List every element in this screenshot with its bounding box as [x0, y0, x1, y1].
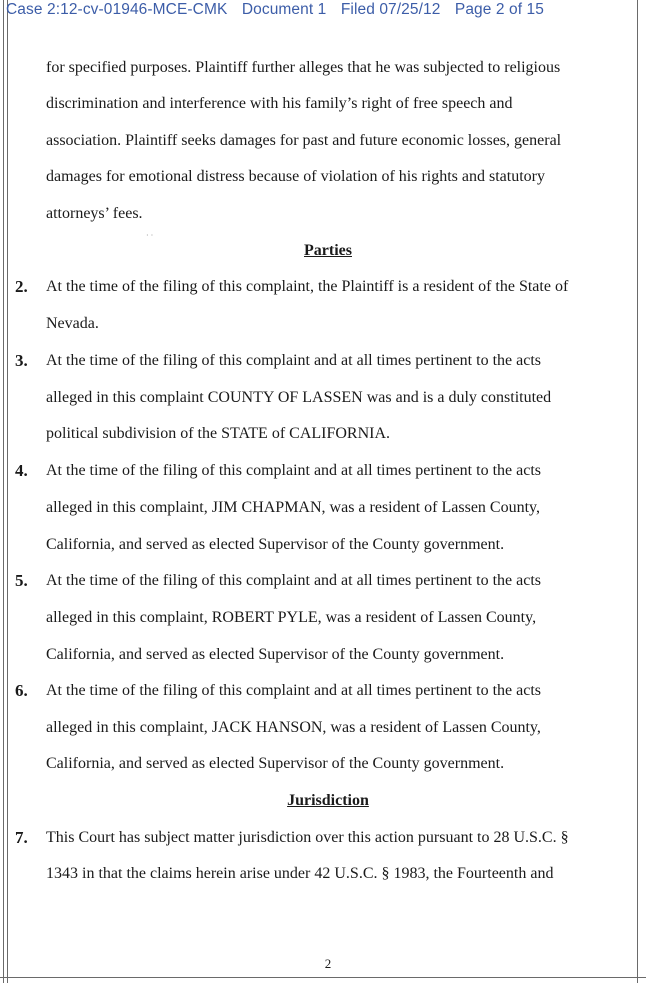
paragraph-line: Nevada.	[46, 315, 99, 332]
page-rule-right	[637, 0, 638, 983]
paragraph-line: California, and served as elected Supervisor of the County government.	[46, 755, 505, 772]
continuation-line: for specified purposes. Plaintiff further alleges that he was subjected to religious	[46, 59, 561, 76]
continuation-line: discrimination and interference with his family’s right of free speech and	[46, 95, 513, 112]
continuation-line: attorneys’ fees.	[46, 205, 143, 222]
paragraph-line: At the time of the filing of this complaint and at all times pertinent to the acts	[46, 572, 541, 589]
continuation-line: damages for emotional distress because of violation of his rights and statutory	[46, 168, 545, 185]
filed-date: Filed 07/25/12	[340, 1, 441, 18]
paragraph-line: At the time of the filing of this complaint and at all times pertinent to the acts	[46, 462, 541, 479]
paragraph-number: 2.	[15, 277, 28, 296]
paragraph-line: alleged in this complaint COUNTY OF LASSEN was and is a duly constituted	[46, 389, 552, 406]
paragraph-line: At the time of the filing of this complaint, the Plaintiff is a resident of the State of	[46, 278, 569, 295]
paragraph-line: This Court has subject matter jurisdiction over this action pursuant to 28 U.S.C. §	[46, 829, 569, 846]
page-number: 2	[324, 956, 332, 971]
paragraph-number: 5.	[15, 571, 28, 590]
paragraph-line: At the time of the filing of this complaint and at all times pertinent to the acts	[46, 682, 541, 699]
document-number: Document 1	[241, 1, 327, 18]
case-number: Case 2:12-cv-01946-MCE-CMK	[6, 1, 228, 18]
paragraph-number: 6.	[15, 681, 28, 700]
paragraph-line: alleged in this complaint, JACK HANSON, was a resident of Lassen County,	[46, 719, 541, 736]
page-rule-left-inner	[7, 0, 8, 983]
footer-rule	[0, 977, 646, 978]
paragraph-line: California, and served as elected Supervisor of the County government.	[46, 536, 505, 553]
page-count: Page 2 of 15	[454, 1, 544, 18]
paragraph-line: alleged in this complaint, JIM CHAPMAN, was a resident of Lassen County,	[46, 499, 541, 516]
paragraph-line: At the time of the filing of this complaint and at all times pertinent to the acts	[46, 352, 541, 369]
paragraph-line: 1343 in that the claims herein arise under 42 U.S.C. § 1983, the Fourteenth and	[46, 865, 554, 882]
scan-speck: · ·	[146, 231, 154, 240]
section-heading-jurisdiction: Jurisdiction	[287, 792, 369, 809]
paragraph-line: California, and served as elected Supervisor of the County government.	[46, 646, 505, 663]
paragraph-line: alleged in this complaint, ROBERT PYLE, was a resident of Lassen County,	[46, 609, 537, 626]
ecf-header	[6, 0, 554, 22]
page-rule-left-outer	[3, 0, 4, 983]
paragraph-line: political subdivision of the STATE of CALIFORNIA.	[46, 425, 391, 442]
paragraph-number: 7.	[15, 828, 28, 847]
continuation-line: association. Plaintiff seeks damages for past and future economic losses, general	[46, 132, 562, 149]
section-heading-parties: Parties	[304, 242, 352, 259]
paragraph-number: 3.	[15, 351, 28, 370]
paragraph-number: 4.	[15, 461, 28, 480]
